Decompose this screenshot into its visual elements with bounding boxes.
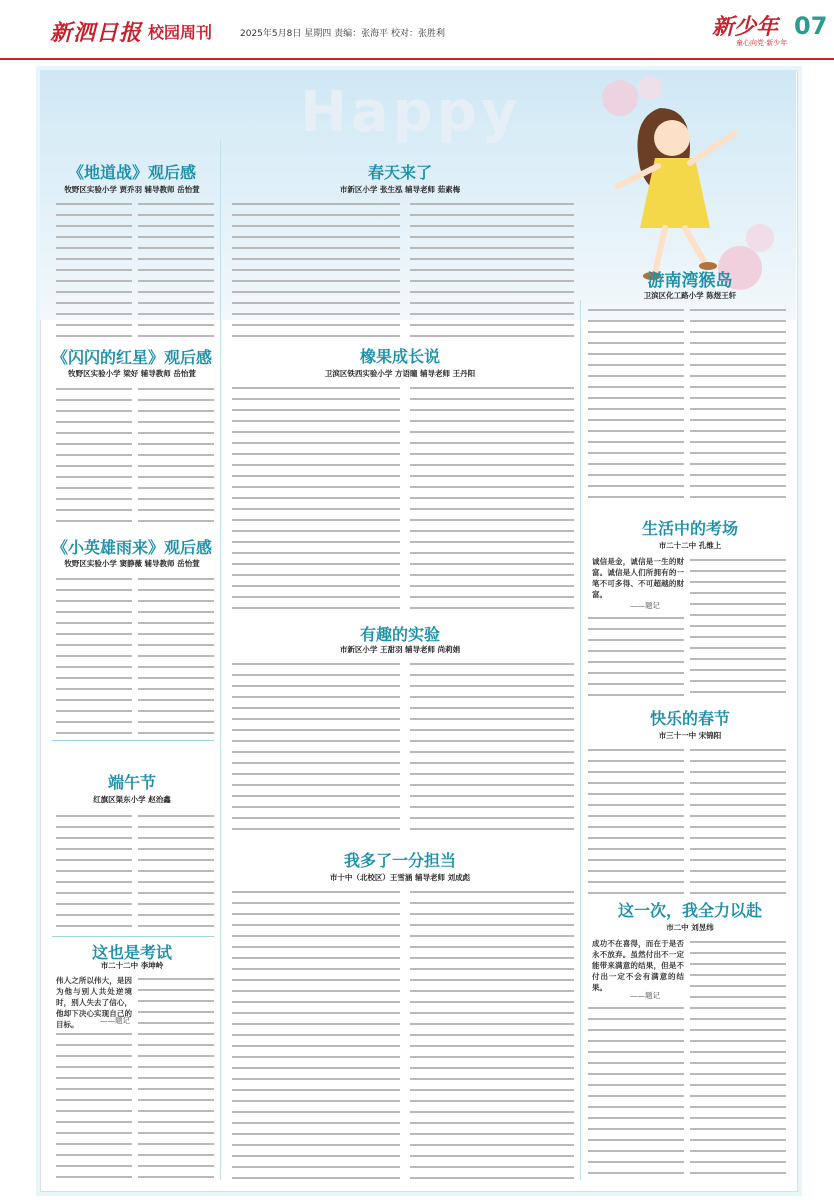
article-body — [690, 306, 786, 506]
article-body — [138, 200, 214, 340]
article-title: 橡果成长说 — [359, 347, 440, 366]
article-body — [138, 975, 214, 1180]
divider — [52, 936, 214, 937]
article-title: 春天来了 — [367, 163, 432, 182]
article-title: 《小英雄雨来》观后感 — [52, 538, 213, 557]
article-body — [690, 938, 786, 1180]
article-byline: 市十中（北校区）王雪涵 辅导老师 刘成彪 — [329, 873, 471, 882]
article-title: 生活中的考场 — [641, 519, 738, 538]
issue-info: 2025年5月8日 星期四 责编：张海平 校对：张胜利 — [240, 29, 445, 39]
article-body — [588, 306, 684, 506]
article-title: 游南湾猴岛 — [647, 271, 733, 291]
article-byline: 市新区小学 张生泓 辅导老师 茹素梅 — [339, 185, 461, 194]
article-body — [56, 575, 132, 735]
article-byline: 市三十一中 宋锦阳 — [658, 731, 722, 740]
epigraph-credit: ——题记 — [100, 1016, 130, 1025]
article-byline: 市新区小学 王甜羽 辅导老师 尚莉娟 — [339, 645, 461, 654]
article-byline: 市二十二中 孔维上 — [658, 541, 722, 550]
article-title: 我多了一分担当 — [343, 851, 456, 870]
column-divider — [580, 300, 581, 1180]
article-title: 快乐的春节 — [649, 709, 730, 728]
masthead: 新泗日报 — [50, 20, 143, 46]
article-byline: 红旗区渠东小学 赵治鑫 — [93, 795, 171, 804]
article-byline: 卫滨区化工路小学 陈煜王轩 — [643, 291, 737, 300]
epigraph: 伟人之所以伟大，是因为他与别人共处逆境时，别人失去了信心，他却下决心实现自己的目标。 — [56, 976, 132, 1029]
article-body — [232, 200, 400, 340]
article-title: 《闪闪的红星》观后感 — [52, 348, 213, 367]
article-byline: 牧野区实验小学 梁好 辅导教师 岳怡萱 — [68, 369, 196, 378]
section-name: 校园周刊 — [148, 23, 213, 42]
article-body — [56, 385, 132, 525]
article-body — [56, 812, 132, 932]
article-byline: 卫滨区铁西实验小学 方语瞳 辅导老师 王丹阳 — [324, 369, 476, 378]
article-byline: 牧野区实验小学 窦静薇 辅导教师 岳怡萱 — [64, 559, 200, 568]
article-body — [690, 746, 786, 896]
article-body — [232, 888, 400, 1180]
epigraph: 成功不在喜得，而在于是否永不放弃。虽然付出不一定能带来满意的结果，但是不付出一定不会有满意的结果。 — [592, 939, 684, 992]
column-divider — [220, 140, 221, 1180]
article-body — [138, 385, 214, 525]
brand-tagline: 童心向党·新少年 — [736, 39, 788, 47]
article-title: 《地道战》观后感 — [67, 163, 196, 182]
page-number: 07 — [794, 12, 828, 40]
epigraph: 诚信是金，诚信是一生的财富。诚信是人们所拥有的一笔不可多得、不可超越的财富。 — [592, 557, 684, 599]
page-header — [0, 0, 834, 60]
article-body — [588, 614, 684, 700]
article-body — [410, 888, 574, 1180]
article-title: 端午节 — [107, 773, 156, 792]
brand-logo: 新少年 — [712, 14, 779, 40]
article-body — [138, 575, 214, 735]
epigraph-credit: ——题记 — [630, 601, 660, 610]
article-body — [56, 1030, 132, 1180]
article-body — [410, 660, 574, 830]
article-title: 这也是考试 — [91, 943, 172, 962]
article-title: 有趣的实验 — [359, 625, 440, 644]
article-byline: 市二中 刘昱纬 — [666, 923, 714, 932]
article-body — [588, 1004, 684, 1180]
article-body — [232, 660, 400, 830]
article-body — [138, 812, 214, 932]
article-body — [690, 556, 786, 700]
banner-word: Happy — [300, 80, 522, 145]
epigraph-credit: ——题记 — [630, 991, 660, 1000]
article-body — [56, 200, 132, 340]
article-byline: 牧野区实验小学 贾乔羽 辅导教师 岳怡萱 — [64, 185, 200, 194]
article-body — [588, 746, 684, 896]
article-body — [232, 384, 400, 616]
article-body — [410, 200, 574, 340]
article-body — [410, 384, 574, 616]
divider — [52, 740, 214, 741]
article-title: 这一次，我全力以赴 — [617, 901, 762, 920]
article-byline: 市二十二中 李坤岭 — [100, 961, 164, 970]
